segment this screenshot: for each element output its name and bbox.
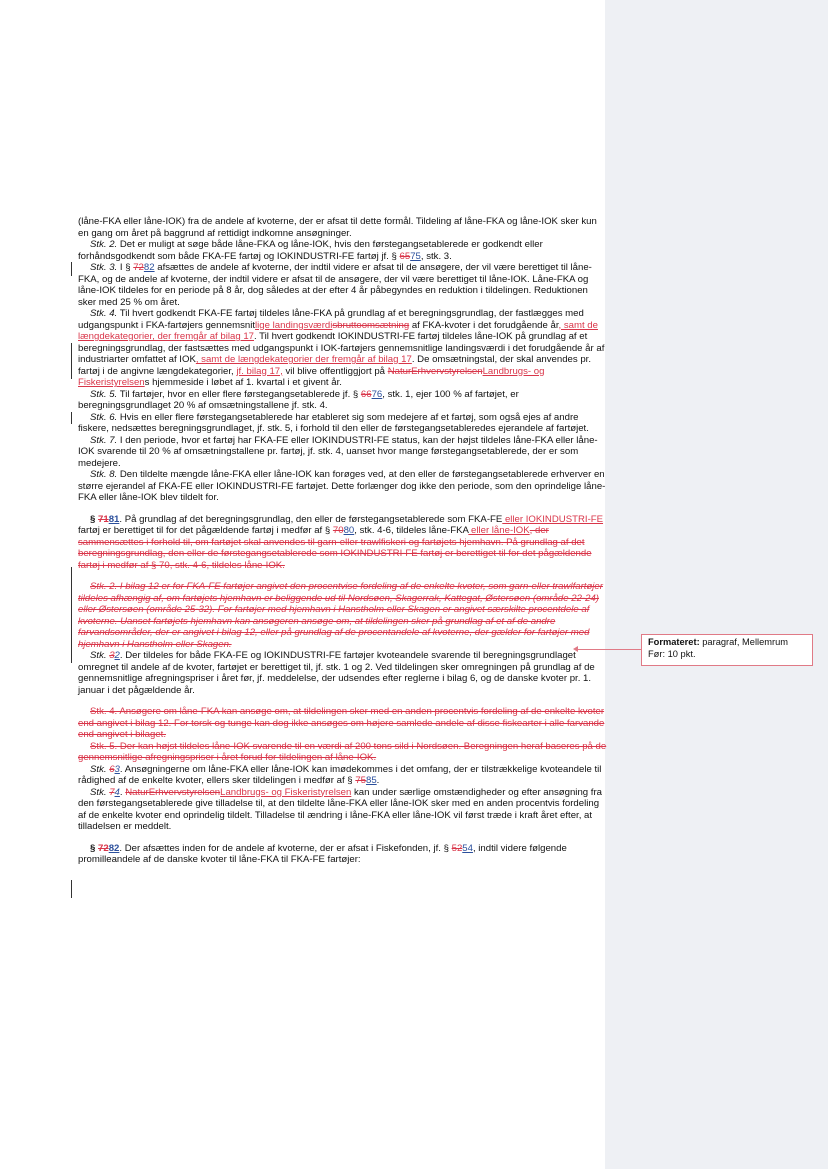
paragraph-81-stk-3: Stk. 63. Ansøgningerne om låne-FKA eller låne-IOK kan imødekommes i det omfang, der er tilstrækkelige kvoteandele til rådighed af de enkelte kvoter, ellers sker tildelingen i medfør af § 7585. bbox=[78, 763, 602, 786]
paragraph-intro: (låne-FKA eller låne-IOK) fra de andele af kvoterne, der er afsat til dette formål. Tildeling af låne-FKA og låne-IOK sker kun en gang om året på baggrund af rettidigt indkomne ansøgninger. bbox=[78, 216, 597, 239]
change-bar bbox=[71, 412, 72, 424]
stk-6: Stk. 6. Hvis en eller flere førstegangsetablerede har etableret sig som medejere af et fartøj, som også ejes af andre fiskere, nedsættes beregningsgrundlaget, jf. stk. 5, i forhold til den eller de førstegangsetableredes ejerandele af fartøjet. bbox=[78, 411, 589, 434]
paragraph-81-stk-4: Stk. 74. NaturErhvervstyrelsenLandbrugs- og Fiskeristyrelsen kan under særlige omstændigheder og efter ansøgning fra den førstegangsetablerede give tilladelse til, at den tildelte låne-FKA eller låne-IOK sker med en anden procentvis fordeling af de enkelte kvoter end oprindelig tildelt. Tilladelse til ændring i låne-FKA eller låne-IOK vil først træde i kraft året efter, at tilladelsen er meddelt. bbox=[78, 786, 602, 832]
comment-title: Formateret: bbox=[648, 637, 700, 647]
paragraph-82: § 7282. Der afsættes inden for de andele af kvoterne, der er afsat i Fiskefonden, jf. § 5254, indtil videre følgende promilleandele af de danske kvoter til låne-FKA til FKA-FE fartøjer: bbox=[78, 842, 567, 865]
stk-5: Stk. 5. Til fartøjer, hvor en eller flere førstegangsetablerede jf. § 6676, stk. 1, ejer 100 % af fartøjet, er beregningsgrundlaget 20 % af omsætningstallene jf. stk. 4. bbox=[78, 388, 519, 411]
paragraph-81-stk-4-deleted: Stk. 4. Ansøgere om låne-FKA kan ansøge om, at tildelingen sker med en anden procentvis fordeling af de enkelte kvoter end angivet i bilag 12. For torsk og tunge kan dog ikke ansøges om højere samlede andele af disse fiskearter i alle farvande end angivet i bilaget. bbox=[78, 706, 605, 740]
paragraph-81-stk-2: Stk. 32. Der tildeles for både FKA-FE og IOKINDUSTRI-FE fartøjer kvoteandele svarende til beregningsgrundlaget omregnet til andele af de kvoter, fartøjet er berettiget til, jf. stk. 1 og 2. Ved tildelingen sker omregningen på grundlag af de gennemsnitlige afregningspriser i året før, jf. meddelelse, der udsendes efter reglerne i bilag 6, og de danske kvoter pr. 1. januar i det pågældende år. bbox=[78, 650, 595, 696]
change-bar bbox=[71, 880, 72, 898]
change-bar bbox=[71, 567, 72, 663]
comment-margin-pane bbox=[605, 0, 828, 1169]
formatting-comment-balloon[interactable] bbox=[641, 634, 813, 666]
stk-8: Stk. 8. Den tildelte mængde låne-FKA eller låne-IOK kan forøges ved, at den eller de førstegangsetablerede erhverver en større ejerandel af FKA-FE eller IOKINDUSTRI-FE fartøjet. Dette forlænger dog ikke den periode, som den oprindelige låne-FKA eller låne-IOK blev tildelt for. bbox=[78, 469, 606, 503]
stk-4: Stk. 4. Til hvert godkendt FKA-FE fartøj tildeles låne-FKA på grundlag af et beregningsgrundlag, der fastlægges med udgangspunkt i FKA-fartøjers gennemsnitlige landingsværdisbruttoomsætning af FKA-kvoter i det forudgående år, samt de længdekategorier, der fremgår af bilag 17. Til hvert godkendt IOKINDUSTRI-FE fartøj tildeles låne-IOK på grundlag af et beregningsgrundlag, der fastsættes med udgangspunkt i IOK-fartøjers gennemsnitlige landingsværdi i det forudgående år af industriarter omfattet af IOK, samt de længdekategorier der fremgår af bilag 17. De omsætningstal, der skal anvendes pr. fartøj i de angivne længdekategorier, jf. bilag 17, vil blive offentliggjort på NaturErhvervstyrelsenLandbrugs- og Fiskeristyrelsens hjemmeside i løbet af 1. kvartal i et givent år. bbox=[78, 308, 605, 388]
stk-3: Stk. 3. I § 7282 afsættes de andele af kvoterne, der indtil videre er afsat til de ansøgere, der vil være berettiget til låne-FKA, og de andele af kvoterne, der indtil videre er afsat til de ansøgere, der vil være berettiget til låne-IOK. Låne-FKA og låne-IOK tildeles for en periode på 8 år, dog således at der efter 4 år påbegyndes en reduktion i tildelingen. Reduktionen sker med 25 % om året. bbox=[78, 262, 592, 308]
document-body bbox=[78, 216, 608, 866]
change-bar bbox=[71, 262, 72, 276]
comment-body: paragraf, Mellemrum Før: 10 pkt. bbox=[648, 637, 789, 659]
paragraph-81-stk-5-deleted: Stk. 5. Der kan højst tildeles låne-IOK svarende til en værdi af 200 tons sild i Nordsøen. Beregningen heraf baseres på de gennemsnitlige afregningspriser i året forud for tildelingen af låne-IOK. bbox=[78, 740, 607, 763]
change-bar bbox=[71, 343, 72, 379]
paragraph-81-stk-2-deleted: Stk. 2. I bilag 12 er for FKA-FE fartøjer angivet den procentvise fordeling af de enkelte kvoter, som garn-eller trawlfartøjer tildeles afhængig af, om fartøjets hjemhavn er beliggende ud til Nordsøen, Skagerrak, Kattegat, Østersøen (område 22-24) eller Østersøen (område 25-32). For fartøjer med hjemhavn i Hanstholm eller Skagen er angivet særskilte procentdele af kvoterne. Uanset fartøjets hjemhavn kan ansøgeren ansøge om, at tildelingen sker på grundlag af et af de andre farvandsområder, der er angivet i bilag 12, eller på grundlag af de procentandele af kvoterne, der gælder for fartøjer med hjemhavn i Hanstholm eller Skagen. bbox=[78, 581, 603, 650]
stk-7: Stk. 7. I den periode, hvor et fartøj har FKA-FE eller IOKINDUSTRI-FE status, kan der højst tildeles låne-FKA eller låne-IOK svarende til 20 % af omsætningstallene pr. fartøj, jf. stk. 4, uanset hvor mange førstegangsetablerede, der er som medejere. bbox=[78, 434, 598, 469]
stk-2: Stk. 2. Det er muligt at søge både låne-FKA og låne-IOK, hvis den førstegangsetablerede er godkendt eller forhåndsgodkendt som både FKA-FE fartøj og IOKINDUSTRI-FE fartøj jf. § 6575, stk. 3. bbox=[78, 239, 543, 262]
paragraph-81: § 7181. På grundlag af det beregningsgrundlag, den eller de førstegangsetablerede som FKA-FE eller IOKINDUSTRI-FE fartøj er berettiget til for det pågældende fartøj i medfør af § 7080, stk. 4-6, tildeles låne-FKA eller låne-IOK, der sammensættes i forhold til, om fartøjet skal anvendes til garn-eller trawlfiskeri og fartøjets hjemhavn. På grundlag af det beregningsgrundlag, den eller de førstegangsetablerede som IOKINDUSTRI-FE fartøj er berettiget til for det pågældende fartøj i medfør af § 70, stk. 4-6, tildeles låne-IOK. bbox=[78, 513, 604, 571]
